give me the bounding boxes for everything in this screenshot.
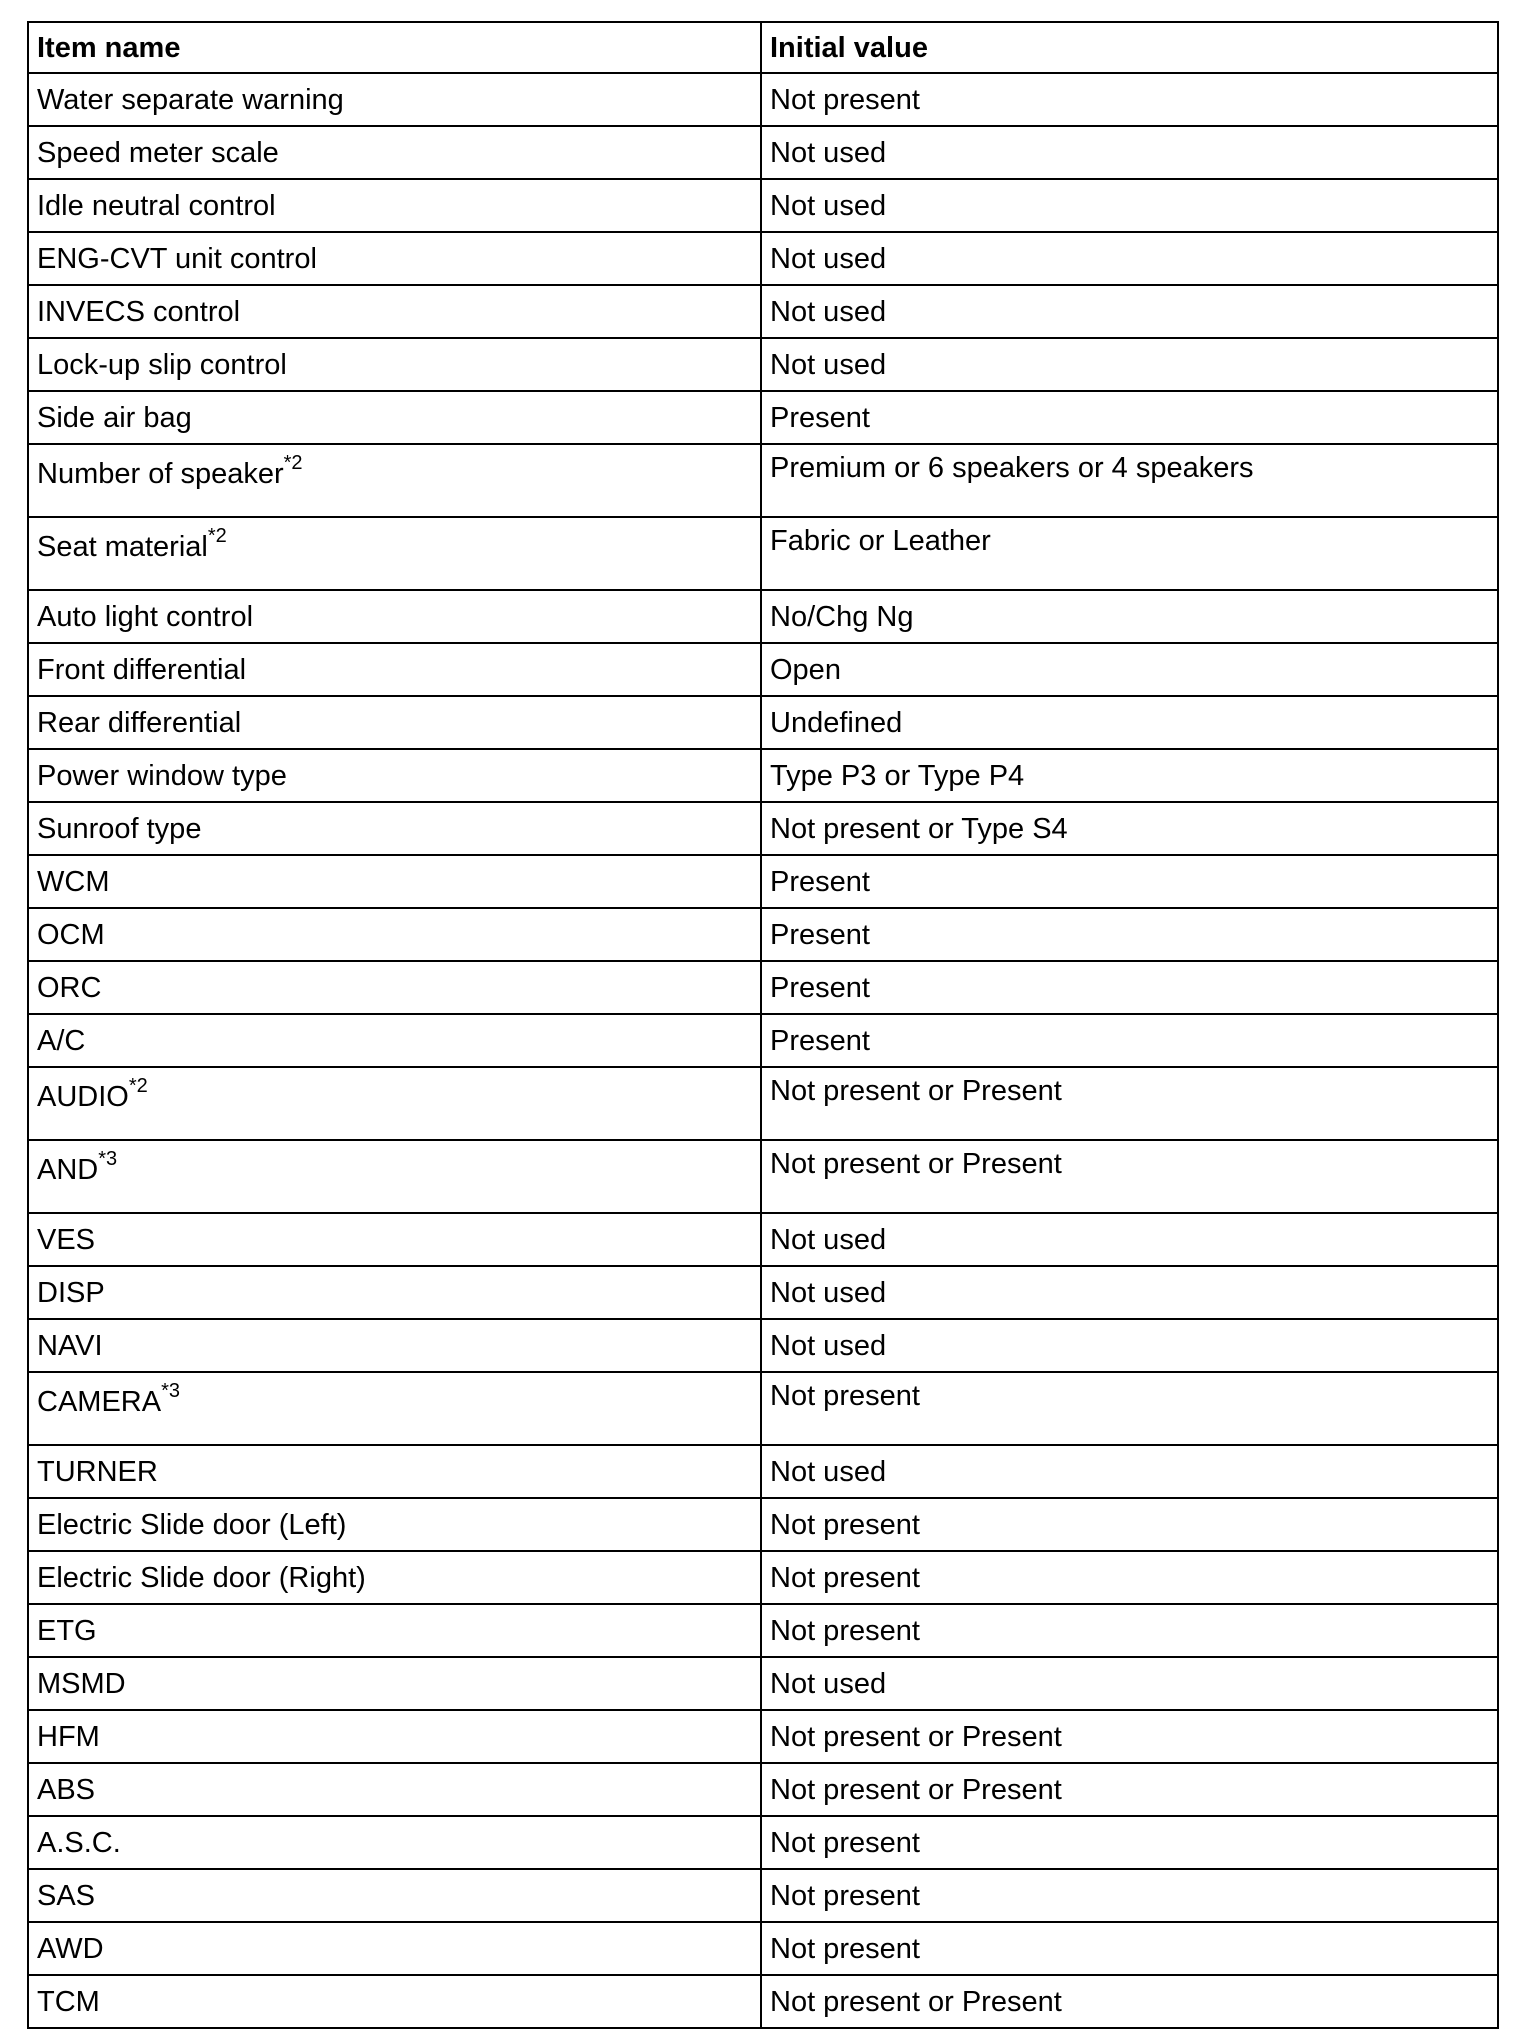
- initial-value-cell: Not present: [761, 1498, 1498, 1551]
- initial-value-cell: Not used: [761, 1657, 1498, 1710]
- item-name: OCM: [37, 918, 105, 951]
- item-name: ENG-CVT unit control: [37, 242, 317, 275]
- initial-value-cell: Not present: [761, 1869, 1498, 1922]
- initial-value-cell: Present: [761, 391, 1498, 444]
- table-row: [28, 1445, 1498, 1498]
- initial-value-cell: Undefined: [761, 696, 1498, 749]
- item-name: A.S.C.: [37, 1826, 121, 1859]
- header-row: [28, 22, 1498, 73]
- item-name: Electric Slide door (Left): [37, 1508, 347, 1541]
- initial-value-cell: Present: [761, 908, 1498, 961]
- table-row: [28, 1213, 1498, 1266]
- item-name-cell: [28, 1266, 761, 1319]
- initial-value-cell: Not used: [761, 285, 1498, 338]
- item-name-cell: [28, 696, 761, 749]
- item-name-cell: [28, 1213, 761, 1266]
- initial-value-cell: Not present: [761, 1551, 1498, 1604]
- item-name-cell: [28, 1869, 761, 1922]
- initial-value-cell: Not used: [761, 1266, 1498, 1319]
- table-row: [28, 517, 1498, 590]
- item-name: HFM: [37, 1720, 100, 1753]
- column-header-item-name: Item name: [28, 22, 761, 73]
- item-name-cell: [28, 1498, 761, 1551]
- item-name: TURNER: [37, 1455, 158, 1488]
- item-name: A/C: [37, 1024, 86, 1057]
- item-name: SAS: [37, 1879, 96, 1912]
- item-name-cell: [28, 1445, 761, 1498]
- table-row: [28, 961, 1498, 1014]
- item-name: Idle neutral control: [37, 189, 276, 222]
- item-name: Side air bag: [37, 401, 192, 434]
- table-row: [28, 1763, 1498, 1816]
- item-name: Number of speaker: [37, 458, 284, 490]
- table-row: [28, 1710, 1498, 1763]
- initial-value-cell: Not present or Present: [761, 1710, 1498, 1763]
- item-name-cell: [28, 1140, 761, 1213]
- initial-value-cell: Not present: [761, 1816, 1498, 1869]
- item-name: Power window type: [37, 759, 287, 792]
- initial-value-cell: Not present: [761, 73, 1498, 126]
- initial-value-cell: Open: [761, 643, 1498, 696]
- item-name-cell: [28, 1067, 761, 1140]
- item-name-cell: [28, 1710, 761, 1763]
- item-name: AWD: [37, 1932, 104, 1965]
- item-name: VES: [37, 1223, 96, 1256]
- initial-value-cell: Not present or Present: [761, 1975, 1498, 2028]
- item-name: Sunroof type: [37, 812, 202, 845]
- item-name-cell: [28, 1816, 761, 1869]
- initial-value-cell: Not present: [761, 1604, 1498, 1657]
- item-name-cell: [28, 444, 761, 517]
- initial-value-cell: Not used: [761, 126, 1498, 179]
- item-name: TCM: [37, 1985, 100, 2018]
- table-row: [28, 1551, 1498, 1604]
- initial-value-cell: Not present or Present: [761, 1140, 1498, 1213]
- initial-value-cell: Fabric or Leather: [761, 517, 1498, 590]
- item-name: AUDIO: [37, 1081, 129, 1113]
- item-name-cell: [28, 285, 761, 338]
- initial-value-cell: Not present or Present: [761, 1763, 1498, 1816]
- table-row: [28, 1975, 1498, 2028]
- initial-value-cell: Not used: [761, 1213, 1498, 1266]
- item-name: Speed meter scale: [37, 136, 279, 169]
- table-row: [28, 444, 1498, 517]
- item-name: ORC: [37, 971, 102, 1004]
- table-row: [28, 855, 1498, 908]
- table-row: [28, 908, 1498, 961]
- table-row: [28, 126, 1498, 179]
- initial-value-cell: Premium or 6 speakers or 4 speakers: [761, 444, 1498, 517]
- item-name-cell: [28, 1551, 761, 1604]
- item-initial-value-table: [27, 21, 1499, 2029]
- footnote-marker: *2: [128, 1075, 148, 1098]
- table-row: [28, 285, 1498, 338]
- table-row: [28, 1140, 1498, 1213]
- table-row: [28, 179, 1498, 232]
- item-name: WCM: [37, 865, 110, 898]
- item-name: MSMD: [37, 1667, 126, 1700]
- item-name-cell: [28, 391, 761, 444]
- item-name: ABS: [37, 1773, 96, 1806]
- item-name-cell: [28, 1922, 761, 1975]
- initial-value-cell: Present: [761, 855, 1498, 908]
- item-name: CAMERA: [37, 1386, 162, 1418]
- item-name-cell: [28, 643, 761, 696]
- item-name-cell: [28, 338, 761, 391]
- item-name-cell: [28, 232, 761, 285]
- item-name: INVECS control: [37, 295, 241, 328]
- initial-value-cell: Not used: [761, 1319, 1498, 1372]
- item-name-cell: [28, 749, 761, 802]
- table-row: [28, 1372, 1498, 1445]
- table-row: [28, 391, 1498, 444]
- table-row: [28, 1319, 1498, 1372]
- item-name-cell: [28, 126, 761, 179]
- initial-value-cell: Type P3 or Type P4: [761, 749, 1498, 802]
- item-name-cell: [28, 1014, 761, 1067]
- footnote-marker: *2: [283, 452, 303, 475]
- footnote-marker: *3: [161, 1380, 180, 1403]
- initial-value-cell: Not used: [761, 179, 1498, 232]
- table-row: [28, 73, 1498, 126]
- table-row: [28, 802, 1498, 855]
- table-row: [28, 1067, 1498, 1140]
- table-row: [28, 1604, 1498, 1657]
- item-name: Water separate warning: [37, 83, 344, 116]
- item-name: Electric Slide door (Right): [37, 1561, 366, 1594]
- item-name-cell: [28, 1975, 761, 2028]
- table-row: [28, 1816, 1498, 1869]
- initial-value-cell: Not present or Present: [761, 1067, 1498, 1140]
- table-row: [28, 1266, 1498, 1319]
- item-name-cell: [28, 1763, 761, 1816]
- column-header-initial-value: Initial value: [761, 22, 1498, 73]
- item-name: DISP: [37, 1276, 105, 1309]
- table-row: [28, 643, 1498, 696]
- table-body: [28, 73, 1498, 2028]
- item-name: Front differential: [37, 653, 247, 686]
- item-name-cell: [28, 908, 761, 961]
- item-name-cell: [28, 855, 761, 908]
- initial-value-cell: Not used: [761, 338, 1498, 391]
- item-name-cell: [28, 802, 761, 855]
- item-name-cell: [28, 1372, 761, 1445]
- initial-value-cell: Not used: [761, 232, 1498, 285]
- table-row: [28, 749, 1498, 802]
- table-row: [28, 338, 1498, 391]
- item-name: NAVI: [37, 1329, 103, 1362]
- item-name: Auto light control: [37, 600, 254, 633]
- initial-value-cell: Present: [761, 961, 1498, 1014]
- table-row: [28, 696, 1498, 749]
- initial-value-cell: Present: [761, 1014, 1498, 1067]
- table-row: [28, 232, 1498, 285]
- item-name: Rear differential: [37, 706, 242, 739]
- table-row: [28, 1014, 1498, 1067]
- item-name-cell: [28, 1604, 761, 1657]
- item-name: AND: [37, 1154, 99, 1186]
- initial-value-cell: Not used: [761, 1445, 1498, 1498]
- table-row: [28, 1922, 1498, 1975]
- table-row: [28, 1657, 1498, 1710]
- footnote-marker: *3: [98, 1148, 118, 1171]
- item-name-cell: [28, 590, 761, 643]
- initial-value-cell: Not present: [761, 1372, 1498, 1445]
- item-name-cell: [28, 179, 761, 232]
- initial-value-cell: Not present: [761, 1922, 1498, 1975]
- initial-value-cell: Not present or Type S4: [761, 802, 1498, 855]
- item-name-cell: [28, 961, 761, 1014]
- item-name: ETG: [37, 1614, 97, 1647]
- footnote-marker: *2: [207, 525, 227, 548]
- item-name-cell: [28, 1319, 761, 1372]
- item-name: Seat material: [37, 531, 208, 563]
- item-name: Lock-up slip control: [37, 348, 287, 381]
- initial-value-cell: No/Chg Ng: [761, 590, 1498, 643]
- table-row: [28, 1498, 1498, 1551]
- table-row: [28, 1869, 1498, 1922]
- item-name-cell: [28, 1657, 761, 1710]
- table-row: [28, 590, 1498, 643]
- item-name-cell: [28, 517, 761, 590]
- item-name-cell: [28, 73, 761, 126]
